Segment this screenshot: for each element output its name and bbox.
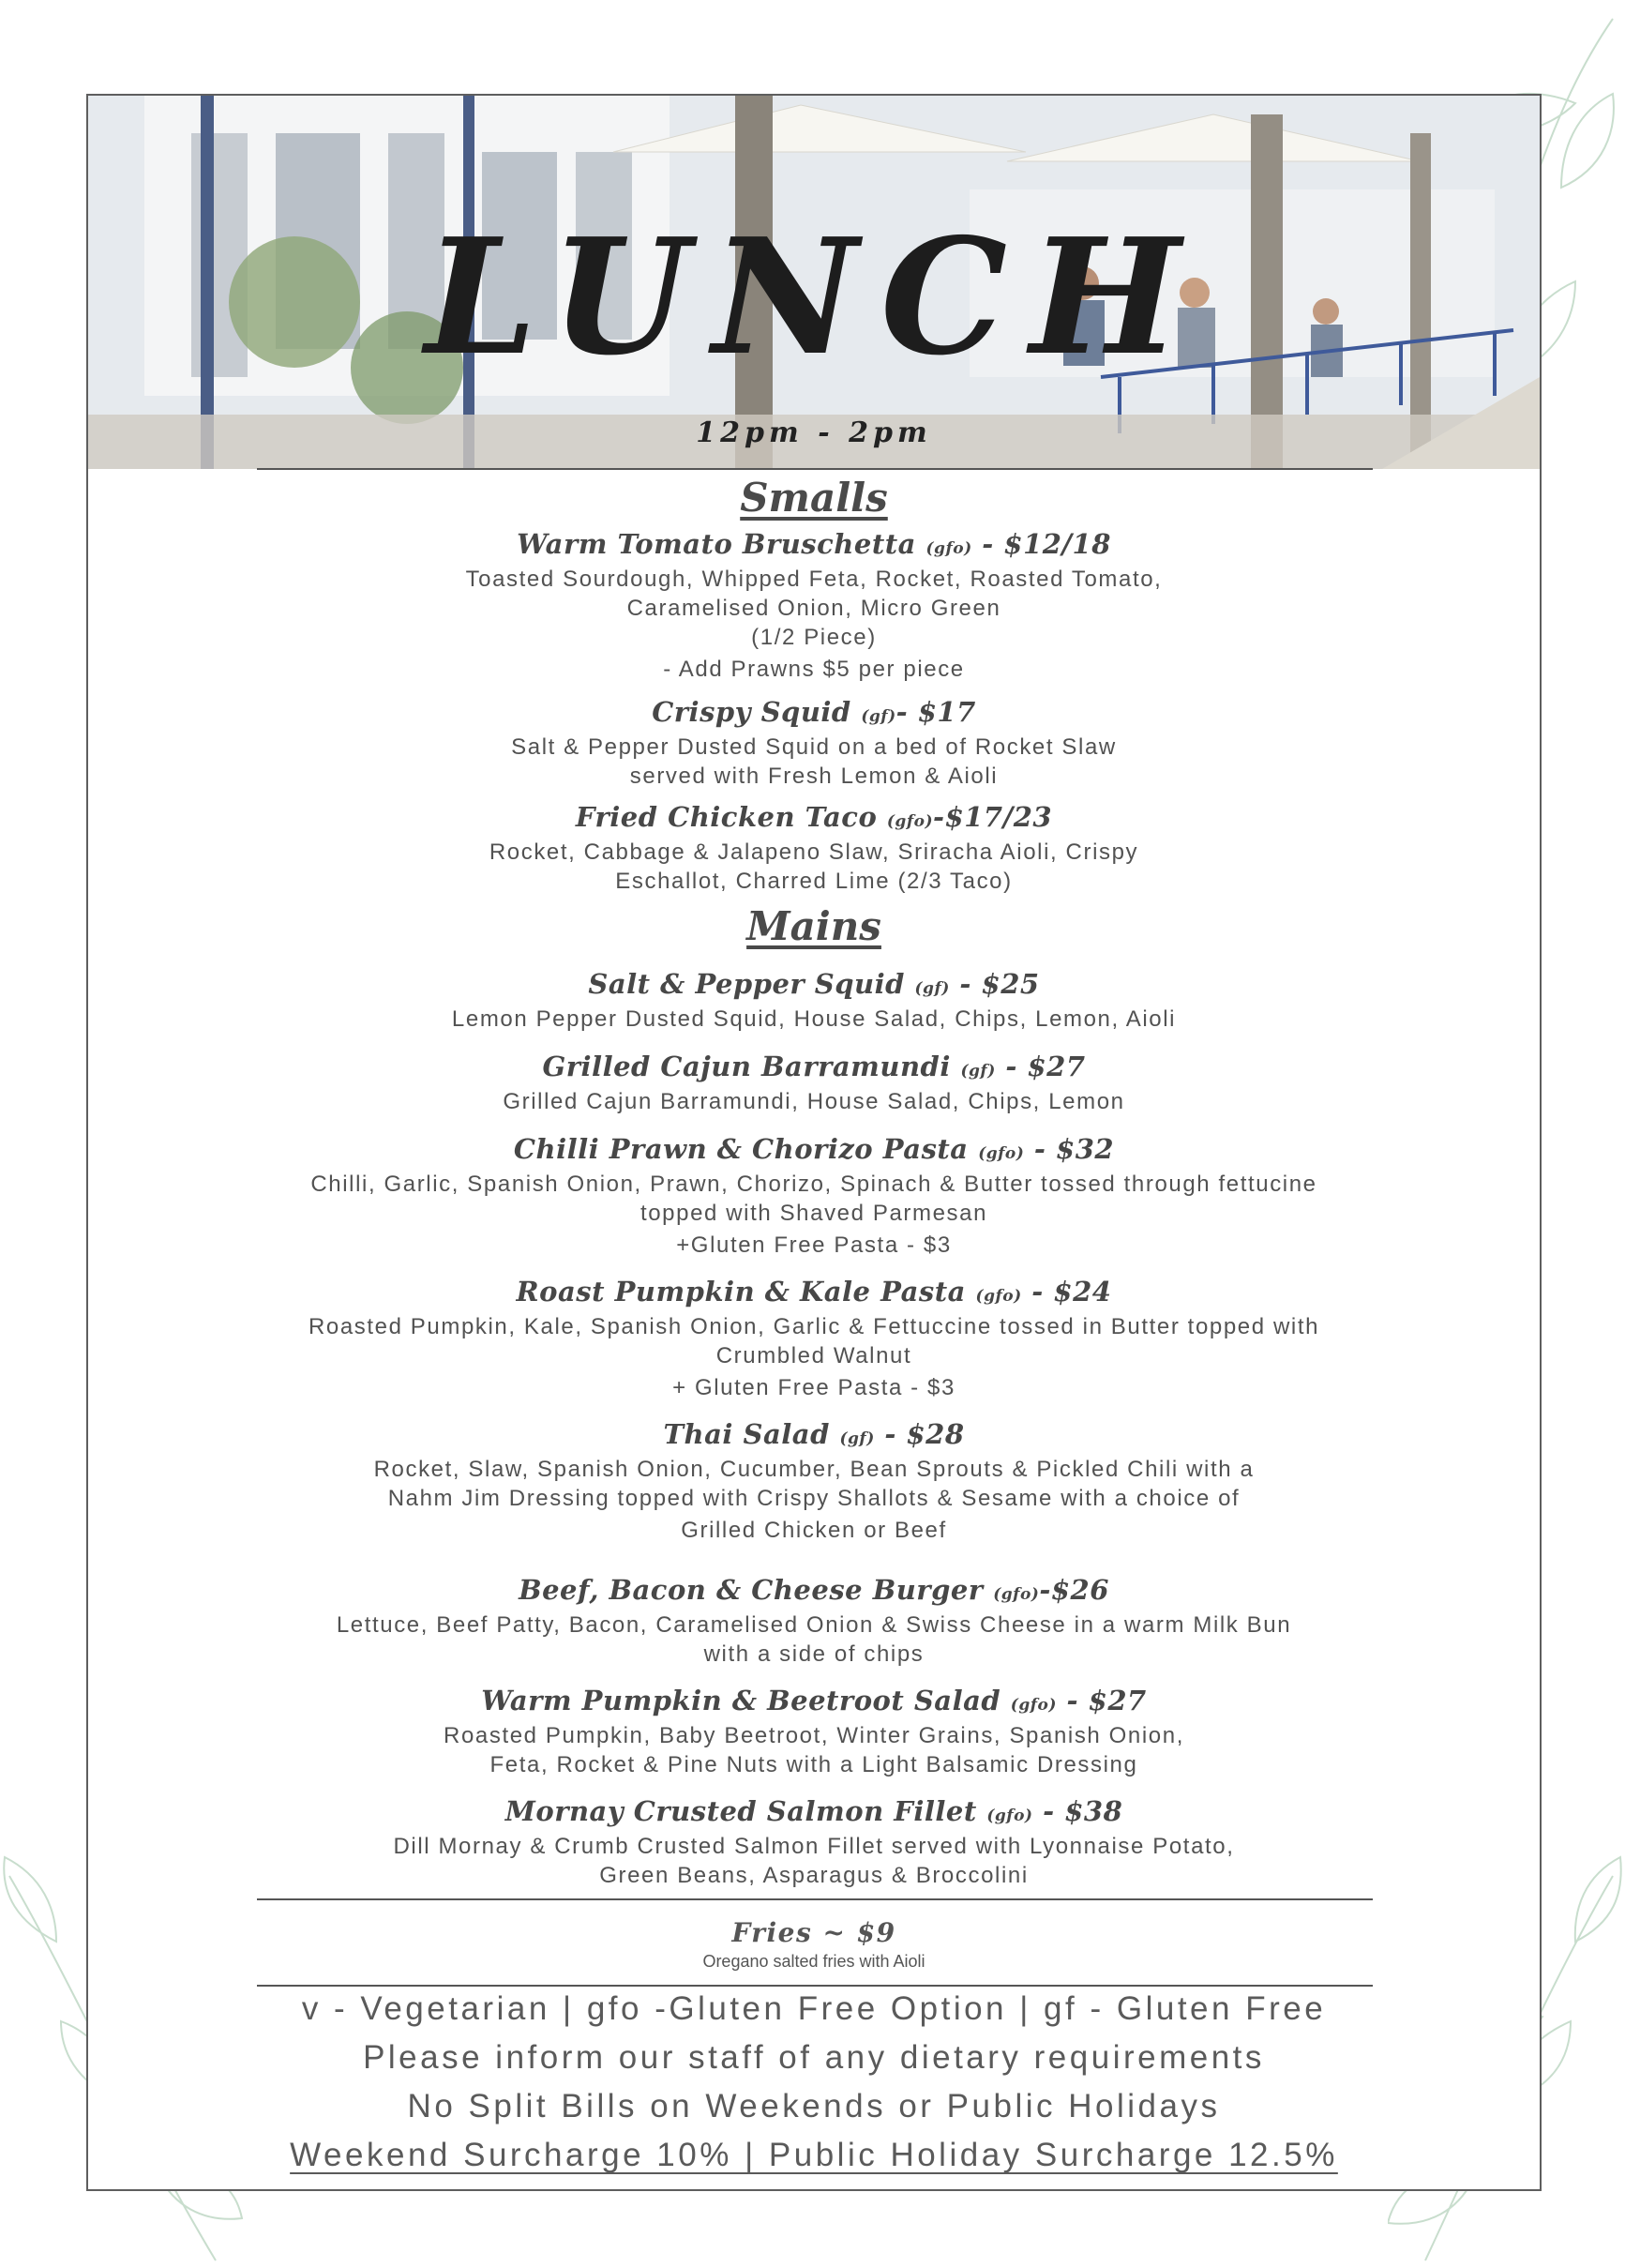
dietary-tag: (gf): [861, 707, 896, 726]
side-item-fries: [88, 1917, 1540, 1973]
item-price: - $25: [949, 968, 1040, 1000]
menu-content: [88, 96, 1540, 2189]
item-name-line: [88, 1418, 1540, 1455]
dietary-tag: (gfo): [1010, 1696, 1057, 1715]
dietary-note: Please inform our staff of any dietary requirements: [363, 2039, 1265, 2076]
item-description: Toasted Sourdough, Whipped Feta, Rocket, Roasted Tomato,: [465, 567, 1163, 592]
menu-item: [88, 1276, 1540, 1402]
item-description: Eschallot, Charred Lime (2/3 Taco): [615, 869, 1013, 894]
menu-item: [88, 1574, 1540, 1669]
item-name: Warm Pumpkin & Beetroot Salad: [481, 1685, 1001, 1716]
dietary-tag: (gfo): [993, 1585, 1040, 1604]
item-extra: +Gluten Free Pasta - $3: [676, 1232, 952, 1258]
item-name-line: [88, 696, 1540, 733]
item-description: Oregano salted fries with Aioli: [702, 1952, 925, 1971]
item-price: - $27: [995, 1051, 1086, 1082]
item-name: Warm Tomato Bruschetta: [517, 528, 916, 560]
item-price: -$17/23: [933, 801, 1053, 833]
item-price: - $24: [1021, 1276, 1112, 1308]
dietary-tag: (gf): [960, 1062, 996, 1081]
dietary-tag: (gfo): [986, 1807, 1033, 1825]
item-name-line: [88, 801, 1540, 838]
dietary-tag: (gfo): [978, 1144, 1025, 1163]
item-extra: Grilled Chicken or Beef: [681, 1518, 947, 1543]
menu-item: [88, 696, 1540, 791]
item-name-line: [88, 1133, 1540, 1170]
menu-item: [88, 1418, 1540, 1545]
item-description: Dill Mornay & Crumb Crusted Salmon Fillet served with Lyonnaise Potato,: [393, 1834, 1235, 1859]
item-description: Grilled Cajun Barramundi, House Salad, Chips, Lemon: [503, 1089, 1125, 1114]
dietary-tag: (gf): [839, 1429, 875, 1448]
item-name-line: [88, 968, 1540, 1005]
item-price: - $32: [1024, 1133, 1115, 1165]
menu-item: [88, 1133, 1540, 1260]
item-description: Crumbled Walnut: [715, 1343, 912, 1368]
item-description: Rocket, Cabbage & Jalapeno Slaw, Sriracha Aioli, Crispy: [489, 839, 1139, 865]
split-bills-note: No Split Bills on Weekends or Public Holidays: [407, 2088, 1221, 2124]
item-name-line: [88, 1574, 1540, 1610]
item-name-line: [88, 1276, 1540, 1312]
item-description: Lettuce, Beef Patty, Bacon, Caramelised Onion & Swiss Cheese in a warm Milk Bun: [336, 1612, 1292, 1638]
lunch-hours: 12pm - 2pm: [696, 416, 932, 449]
item-name-line: [88, 1795, 1540, 1832]
item-name: Beef, Bacon & Cheese Burger: [519, 1574, 984, 1606]
item-description: Roasted Pumpkin, Baby Beetroot, Winter Grains, Spanish Onion,: [444, 1723, 1184, 1748]
item-name: Fries ~ $9: [731, 1917, 896, 1948]
item-price: - $38: [1032, 1795, 1123, 1827]
item-name: Salt & Pepper Squid: [588, 968, 905, 1000]
page-title: LUNCH: [425, 204, 1203, 391]
dietary-tag: (gf): [914, 979, 950, 998]
menu-item: [88, 1051, 1540, 1116]
menu-frame: [86, 94, 1542, 2191]
item-description: Salt & Pepper Dusted Squid on a bed of Rocket Slaw: [511, 734, 1117, 760]
item-description: Green Beans, Asparagus & Broccolini: [599, 1863, 1029, 1888]
menu-item: [88, 1685, 1540, 1779]
item-name: Grilled Cajun Barramundi: [542, 1051, 951, 1082]
item-price: - $12/18: [971, 528, 1111, 560]
item-name: Fried Chicken Taco: [575, 801, 878, 833]
item-extra: - Add Prawns $5 per piece: [663, 657, 965, 682]
notes-divider: [257, 1985, 1373, 1987]
item-description: Rocket, Slaw, Spanish Onion, Cucumber, Bean Sprouts & Pickled Chili with a: [373, 1457, 1255, 1482]
item-price: - $28: [874, 1418, 965, 1450]
dietary-legend: v - Vegetarian | gfo -Gluten Free Option | gf - Gluten Free: [301, 1990, 1327, 2027]
item-name-line: [88, 528, 1540, 565]
item-description: Nahm Jim Dressing topped with Crispy Shallots & Sesame with a choice of: [387, 1486, 1241, 1511]
menu-item: [88, 968, 1540, 1034]
item-description: Chilli, Garlic, Spanish Onion, Prawn, Chorizo, Spinach & Butter tossed through fettucine: [310, 1172, 1317, 1197]
item-description: Feta, Rocket & Pine Nuts with a Light Balsamic Dressing: [489, 1752, 1138, 1777]
dietary-tag: (gfo): [925, 539, 972, 558]
item-name-line: [88, 1051, 1540, 1087]
item-extra: + Gluten Free Pasta - $3: [672, 1375, 955, 1400]
item-name-line: [88, 1685, 1540, 1721]
menu-item: [88, 1795, 1540, 1890]
item-description: served with Fresh Lemon & Aioli: [629, 764, 999, 789]
item-price: - $27: [1056, 1685, 1147, 1716]
section-title-smalls: Smalls: [740, 475, 888, 521]
header-divider: [257, 468, 1373, 470]
dietary-tag: (gfo): [886, 812, 934, 831]
item-description: Lemon Pepper Dusted Squid, House Salad, Chips, Lemon, Aioli: [451, 1006, 1177, 1032]
item-price: -$26: [1039, 1574, 1109, 1606]
mains-divider: [257, 1898, 1373, 1900]
item-description: with a side of chips: [703, 1641, 925, 1667]
item-description: Caramelised Onion, Micro Green: [626, 596, 1001, 621]
menu-item: [88, 801, 1540, 896]
item-description: topped with Shaved Parmesan: [639, 1201, 988, 1226]
item-name: Chilli Prawn & Chorizo Pasta: [513, 1133, 969, 1165]
surcharge-note: Weekend Surcharge 10% | Public Holiday Surcharge 12.5%: [290, 2137, 1338, 2173]
item-price: - $17: [895, 696, 976, 728]
dietary-tag: (gfo): [975, 1287, 1022, 1306]
item-name: Mornay Crusted Salmon Fillet: [504, 1795, 977, 1827]
item-name: Thai Salad: [663, 1418, 830, 1450]
item-description: (1/2 Piece): [751, 625, 877, 650]
section-title-mains: Mains: [746, 903, 881, 949]
item-description: Roasted Pumpkin, Kale, Spanish Onion, Garlic & Fettuccine tossed in Butter topped with: [308, 1314, 1320, 1339]
menu-item: [88, 528, 1540, 684]
item-name: Roast Pumpkin & Kale Pasta: [516, 1276, 966, 1308]
item-name: Crispy Squid: [652, 696, 851, 728]
